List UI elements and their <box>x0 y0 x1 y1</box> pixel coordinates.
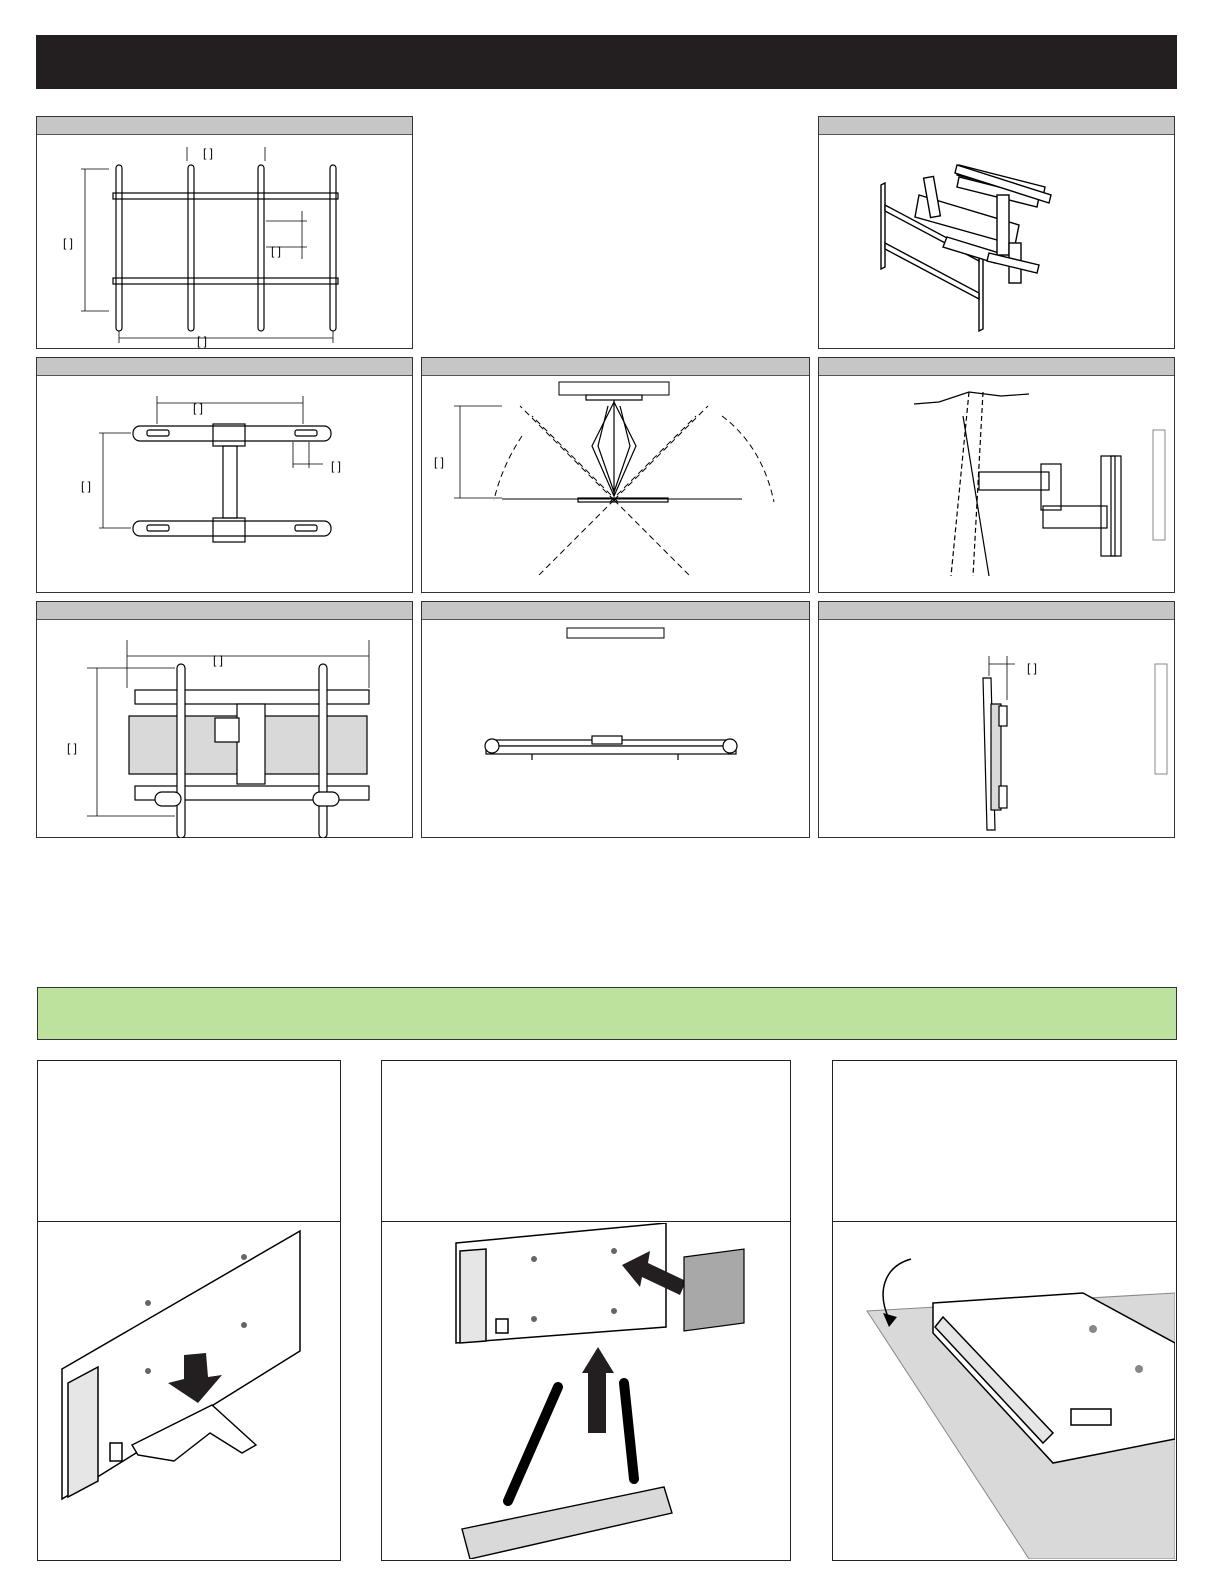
figure-collapsed-front <box>36 601 413 838</box>
wall-plate-drawing <box>37 376 412 593</box>
wall-box <box>1155 664 1167 774</box>
place-screen-down-illustration <box>833 1223 1175 1559</box>
step-panel-3 <box>832 1060 1177 1561</box>
width-label: [ ] <box>213 653 224 667</box>
figure-tilt-view <box>818 357 1175 593</box>
figure-header <box>819 117 1174 135</box>
figure-header <box>819 602 1174 620</box>
step-text-area <box>382 1061 790 1222</box>
step-panel-1 <box>37 1060 341 1561</box>
figure-header <box>422 602 809 620</box>
figure-header <box>422 358 809 376</box>
collapsed-top-drawing <box>422 620 809 838</box>
up-arrow-icon <box>582 1347 614 1433</box>
figure-header <box>819 358 1174 376</box>
figure-mount-isometric <box>818 116 1175 349</box>
width-label: [ ] <box>193 401 204 415</box>
figure-header <box>37 358 412 376</box>
figure-wall-plate <box>36 357 413 593</box>
collapsed-front-drawing <box>37 620 412 838</box>
figure-collapsed-top <box>421 601 810 838</box>
remove-stand-illustration <box>38 1223 339 1559</box>
bracket-dimensions-drawing <box>37 135 412 349</box>
step-text-area <box>833 1061 1176 1222</box>
figure-header <box>37 117 412 135</box>
spacing-label: [ ] <box>203 146 214 160</box>
step-text-area <box>38 1061 340 1222</box>
figure-header <box>37 602 412 620</box>
slot-label: [ ] <box>271 244 282 258</box>
slot-label: [ ] <box>331 459 342 473</box>
wall-box <box>1153 430 1165 540</box>
height-label: [ ] <box>67 741 78 755</box>
wall-box <box>559 382 669 395</box>
height-label: [ ] <box>81 479 92 493</box>
figure-profile-view <box>818 601 1175 838</box>
tilt-view-drawing <box>819 376 1174 593</box>
profile-view-drawing <box>819 620 1174 838</box>
step-panel-2 <box>381 1060 791 1561</box>
swivel-view-drawing <box>422 376 809 593</box>
section-bar <box>37 987 1177 1040</box>
extension-label: [ ] <box>434 455 445 469</box>
title-bar <box>36 35 1177 89</box>
figure-swivel-view <box>421 357 810 593</box>
depth-label: [ ] <box>1027 661 1038 675</box>
mount-isometric-drawing <box>819 135 1174 349</box>
width-label: [ ] <box>197 334 208 348</box>
wall-box <box>567 628 664 638</box>
height-label: [ ] <box>63 236 74 250</box>
figure-bracket-dimensions <box>36 116 413 349</box>
attach-bracket-illustration <box>382 1223 789 1559</box>
